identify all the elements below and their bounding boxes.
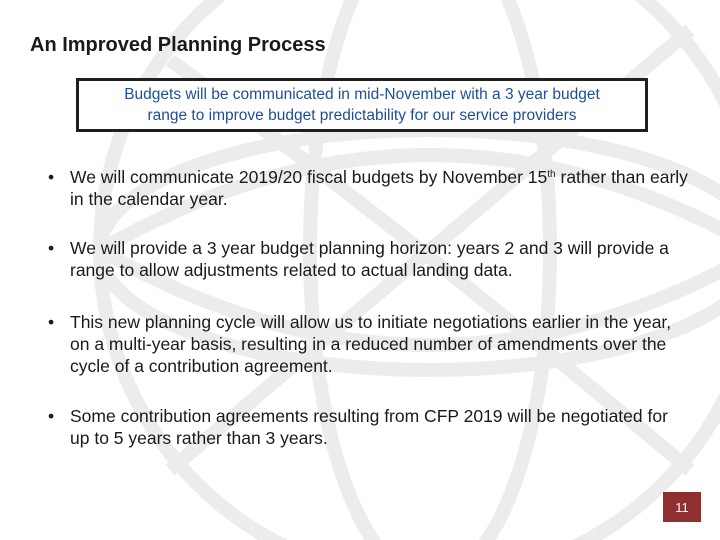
- callout-line-2: range to improve budget predictability for our service providers: [147, 107, 577, 124]
- bullet-dot: •: [48, 406, 55, 426]
- bullet-text-rest: rather than early in the calendar year.: [70, 167, 688, 209]
- bullet-item: [48, 405, 688, 449]
- bullet-text: We will provide a 3 year budget planning horizon: years 2 and 3 will provide a range to allow adjustments related to actual landing data.: [70, 238, 669, 280]
- callout-box: [76, 78, 648, 132]
- bullet-dot: •: [48, 167, 55, 187]
- callout-line-1: Budgets will be communicated in mid-November with a 3 year budget: [124, 86, 600, 103]
- bullet-text: This new planning cycle will allow us to initiate negotiations earlier in the year, on a multi-year basis, resulting in a reduced number of amendments over the cycle of a contribution agreement.: [70, 312, 672, 376]
- bullet-item: [48, 311, 688, 377]
- page-number-badge: 11: [663, 492, 701, 522]
- bullet-text: Some contribution agreements resulting from CFP 2019 will be negotiated for up to 5 years rather than 3 years.: [70, 406, 668, 448]
- bullet-text-main: We will communicate 2019/20 fiscal budgets by November 15: [70, 167, 548, 187]
- page-title: An Improved Planning Process: [30, 34, 326, 56]
- superscript: th: [547, 169, 556, 180]
- bullet-item: [48, 237, 688, 281]
- bullet-dot: •: [48, 312, 55, 332]
- bullet-item: [48, 166, 688, 210]
- bullet-text: [70, 166, 688, 210]
- bullet-dot: •: [48, 238, 55, 258]
